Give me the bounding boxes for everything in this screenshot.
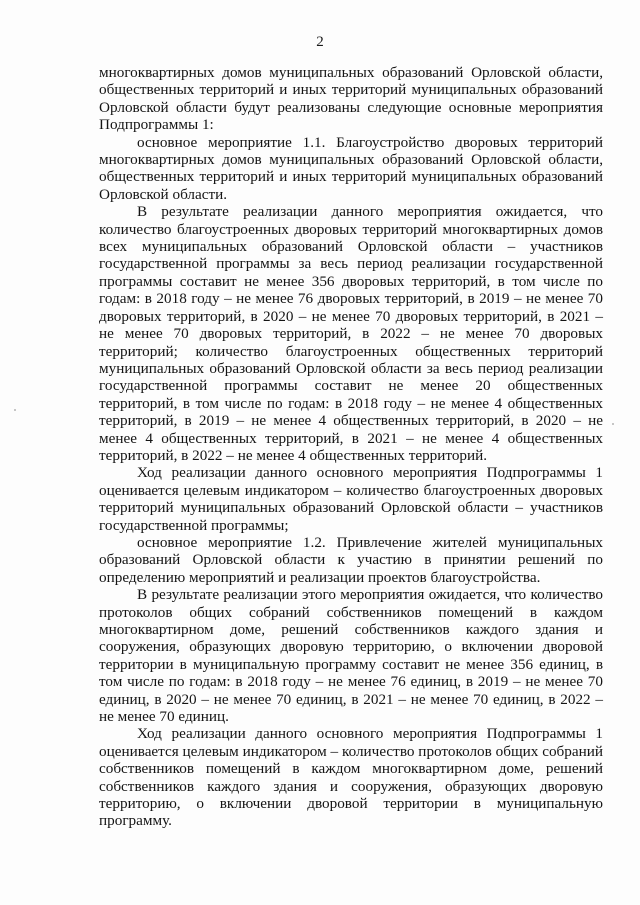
paragraph-measure-1-1: основное мероприятие 1.1. Благоустройство дворовых территорий многоквартирных домов муниципальных образований Орловской области, общественных территорий и иных территорий муниципальных образований Орловской области. <box>99 133 603 203</box>
paragraph-measure-1-1-results: В результате реализации данного мероприятия ожидается, что количество благоустроенных дворовых территорий многоквартирных домов всех муниципальных образований Орловской области – участников государственной программы за весь период реализации государственной программы составит не менее 356 дворовых территорий, в том числе по годам: в 2018 году – не менее 76 дворовых территорий, в 2019 – не менее 70 дворовых территорий, в 2020 – не менее 70 дворовых территорий, в 2021 – не менее 70 дворовых территорий, в 2022 – не менее 70 дворовых территорий; количество благоустроенных общественных территорий муниципальных образований Орловской области за весь период реализации государственной программы составит не менее 20 общественных территорий, в том числе по годам: в 2018 году – не менее 4 общественных территорий, в 2019 – не менее 4 общественных территорий, в 2020 – не менее 4 общественных территорий, в 2021 – не менее 4 общественных территорий, в 2022 – не менее 4 общественных территорий. <box>99 203 603 464</box>
page-number: 2 <box>316 34 324 50</box>
paragraph-measure-1-2-results: В результате реализации этого мероприятия ожидается, что количество протоколов общих собраний собственников помещений в каждом многоквартирном доме, решений собственников каждого здания и сооружения, образующих дворовую территорию, о включении дворовой территории в муниципальную программу составит не менее 356 единиц, в том числе по годам: в 2018 году – не менее 76 единиц, в 2019 – не менее 70 единиц, в 2020 – не менее 70 единиц, в 2021 – не менее 70 единиц, в 2022 – не менее 70 единиц. <box>99 586 603 726</box>
paragraph-measure-1-2-indicator: Ход реализации данного основного мероприятия Подпрограммы 1 оценивается целевым индикатором – количество протоколов общих собраний собственников помещений в каждом многоквартирном доме, решений собственников каждого здания и сооружения, образующих дворовую территорию, о включении дворовой территории в муниципальную программу. <box>99 725 603 830</box>
paragraph-intro: многоквартирных домов муниципальных образований Орловской области, общественных территорий и иных территорий муниципальных образований Орловской области будут реализованы следующие основные мероприятия Подпрограммы 1: <box>99 64 603 134</box>
scan-speck <box>14 409 16 411</box>
paragraph-measure-1-2: основное мероприятие 1.2. Привлечение жителей муниципальных образований Орловской области к участию в принятии решений по определению мероприятий и реализации проектов благоустройства. <box>99 533 603 586</box>
document-body <box>99 64 603 830</box>
scan-speck <box>612 423 614 425</box>
paragraph-measure-1-1-indicator: Ход реализации данного основного мероприятия Подпрограммы 1 оценивается целевым индикатором – количество благоустроенных дворовых территорий муниципальных образований Орловской области – участников государственной программы; <box>99 464 603 534</box>
